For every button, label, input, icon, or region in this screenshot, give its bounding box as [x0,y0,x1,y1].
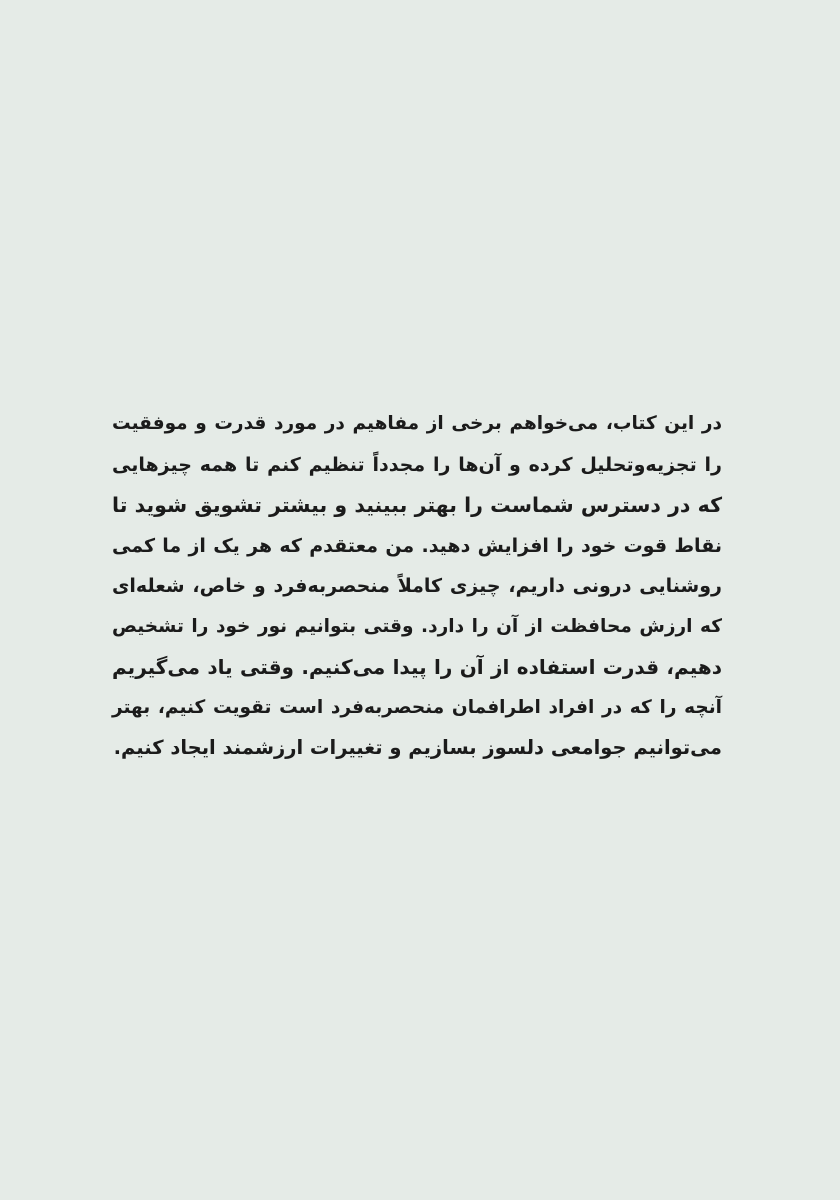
paragraph-line-7: دهیم، قدرت استفاده از آن را پیدا می‌کنیم. وقتی یاد می‌گیریم [112,655,722,679]
paragraph-line-9: می‌توانیم جوامعی دلسوز بسازیم و تغییرات ارزشمند ایجاد کنیم. [113,736,722,759]
paragraph-line-6: که ارزش محافظت از آن را دارد. وقتی بتوانیم نور خود را تشخیص [112,615,722,637]
body-paragraph [112,404,722,769]
paragraph-line-2: را تجزیه‌وتحلیل کرده و آن‌ها را مجدداً تنظیم کنم تا همه چیزهایی [112,453,722,476]
paragraph-line-4: نقاط قوت خود را افزایش دهید. من معتقدم که هر یک از ما کمی [112,534,722,557]
paragraph-line-3: که در دسترس شماست را بهتر ببینید و بیشتر تشویق شوید تا [112,493,722,517]
paragraph-line-1: در این کتاب، می‌خواهم برخی از مفاهیم در مورد قدرت و موفقیت [112,413,722,434]
paragraph-line-5: روشنایی درونی داریم، چیزی کاملاً منحصربه‌فرد و خاص، شعله‌ای [112,575,722,597]
paragraph-line-8: آنچه را که در افراد اطرافمان منحصربه‌فرد است تقویت کنیم، بهتر [112,696,722,718]
